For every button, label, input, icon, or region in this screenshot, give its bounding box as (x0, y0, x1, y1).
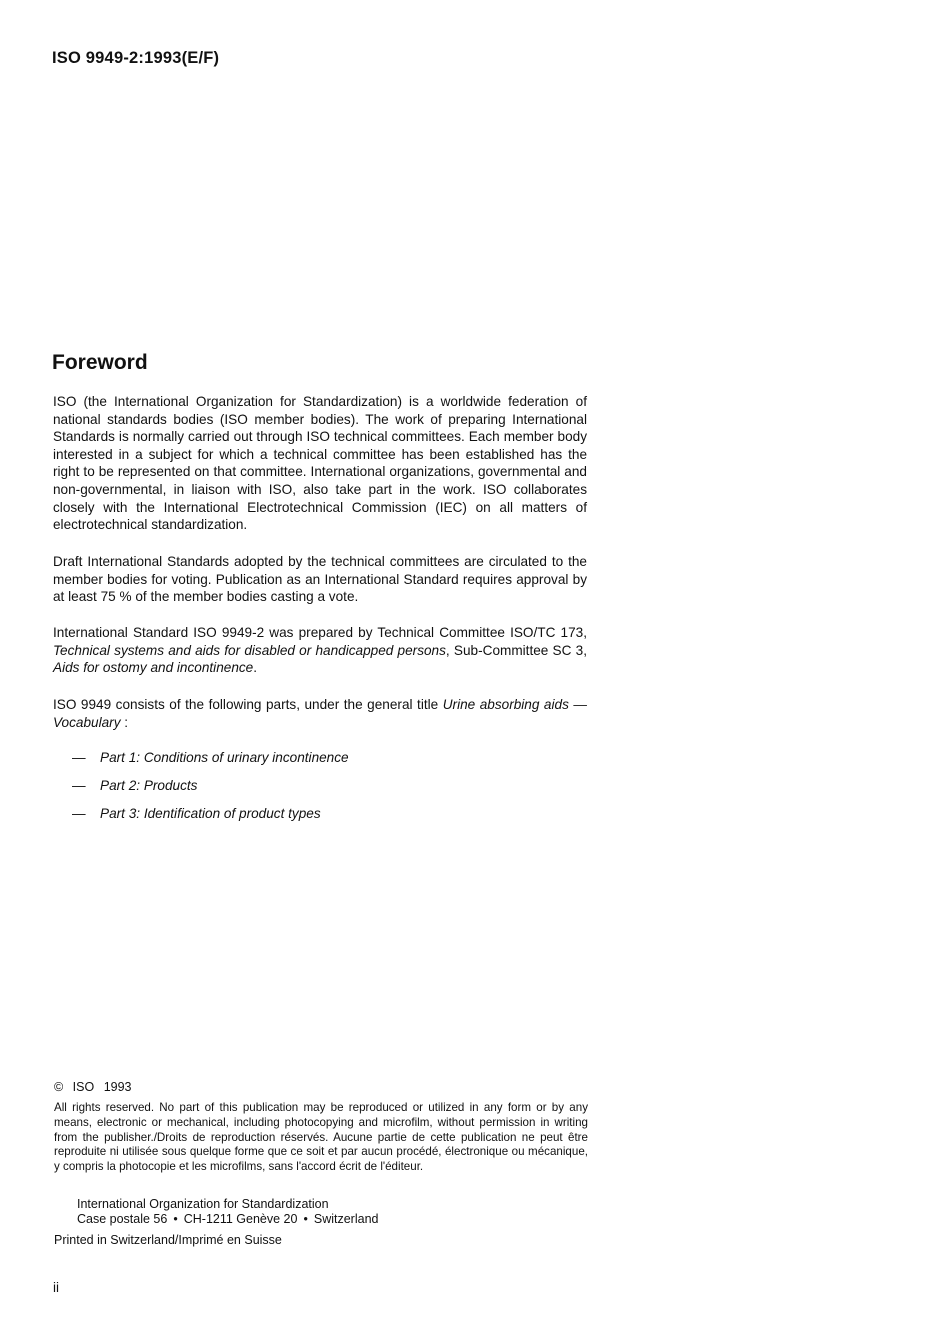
organization-name: International Organization for Standardization (77, 1197, 329, 1211)
committee-title: Technical systems and aids for disabled or handicapped persons (53, 642, 446, 658)
part-label: Part 3: Identification of product types (100, 806, 321, 821)
printed-in-notice: Printed in Switzerland/Imprimé en Suisse (54, 1233, 282, 1247)
foreword-paragraph-2: Draft International Standards adopted by the technical committees are circulated to the member bodies for voting. Publication as an International Standard requires approval by at least 75 % of the member bodies casting a vote. (53, 554, 587, 605)
postal-city: CH-1211 Genève 20 (183, 1211, 298, 1226)
p3-text-e: . (253, 660, 258, 676)
publisher-address (77, 1197, 378, 1226)
foreword-paragraph-1: ISO (the International Organization for Standardization) is a worldwide federation of national standards bodies (ISO member bodies). The work of preparing International Standards is normally carried out through ISO technical committees. Each member body interested in a subject for which a technical committee has been established has the right to be represented on that committee. International organizations, governmental and non-governmental, in liaison with ISO, also take part in the work. ISO collaborates closely with the International Electrotechnical Commission (IEC) on all matters of electrotechnical standardization. (53, 394, 587, 533)
p3-text-a: International Standard ISO 9949-2 was prepared by Technical Committee ISO/TC 173, (53, 625, 587, 640)
general-title: Urine absorbing aids — Vocabulary (53, 697, 587, 730)
p4-text-c: : (120, 714, 129, 730)
postal-country: Switzerland (313, 1211, 379, 1226)
list-item (72, 749, 349, 777)
document-id: ISO 9949-2:1993(E/F) (52, 49, 220, 67)
page-number: ii (53, 1280, 59, 1295)
copyright-notice: © ISO 1993 (54, 1080, 132, 1094)
foreword-paragraph-3 (53, 624, 587, 677)
p4-text-a: ISO 9949 consists of the following parts, under the general title (53, 697, 443, 712)
list-item (72, 805, 349, 833)
postal-box: Case postale 56 (77, 1211, 168, 1226)
part-label: Part 1: Conditions of urinary incontinence (100, 750, 349, 765)
bullet-separator: • (303, 1211, 308, 1226)
rights-statement: All rights reserved. No part of this publication may be reproduced or utilized in any form or by any means, electronic or mechanical, including photocopying and microfilm, without permission in writing from the publisher./Droits de reproduction réservés. Aucune partie de cette publication ne peut être reproduite ni utilisée sous quelque forme que ce soit et par aucun procédé, électronique ou mécanique, y compris la photocopie et les microfilms, sans l'accord écrit de l'éditeur. (54, 1101, 588, 1174)
address-line (77, 1212, 378, 1227)
part-label: Part 2: Products (100, 778, 198, 793)
subcommittee-title: Aids for ostomy and incontinence (53, 660, 254, 676)
list-item (72, 777, 349, 805)
foreword-paragraph-4 (53, 696, 587, 731)
parts-list (72, 749, 349, 833)
p3-text-c: , Sub-Committee SC 3, (445, 642, 587, 658)
list-dash: — (72, 750, 86, 765)
foreword-heading: Foreword (52, 351, 148, 374)
list-dash: — (72, 806, 86, 821)
list-dash: — (72, 778, 86, 793)
bullet-separator: • (173, 1211, 178, 1226)
